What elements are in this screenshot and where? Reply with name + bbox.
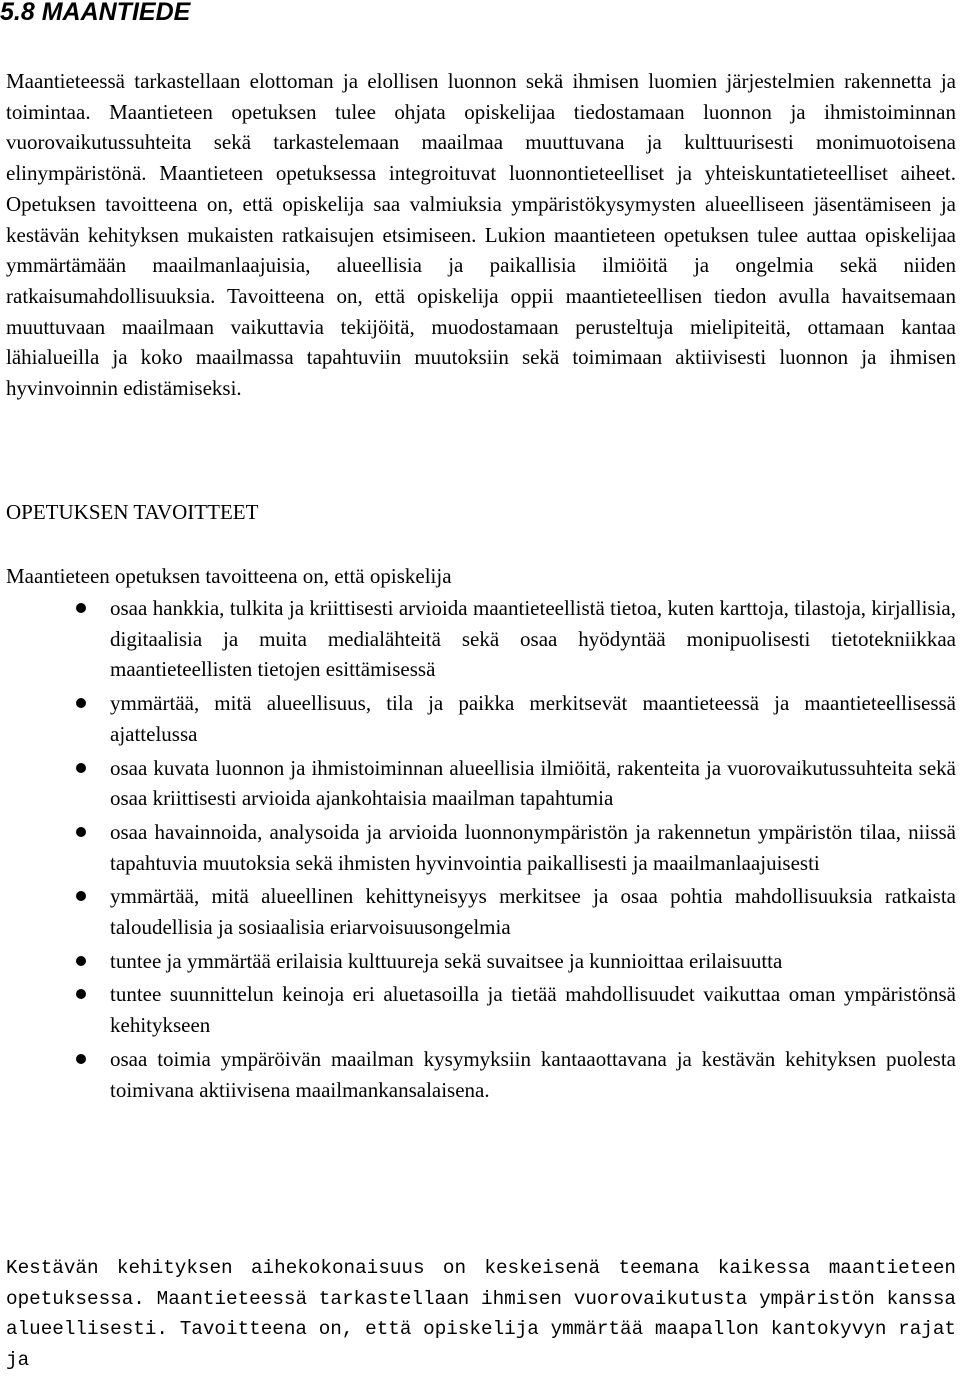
goals-list xyxy=(6,593,956,1108)
bullet-icon xyxy=(76,956,86,966)
list-item-text: osaa toimia ympäröivän maailman kysymyksiin kantaaottavana ja kestävän kehityksen puolesta toimivana aktiivisena maailmankansalaisena. xyxy=(110,1046,956,1102)
goals-heading: OPETUKSEN TAVOITTEET xyxy=(6,500,259,524)
list-item xyxy=(6,593,956,685)
list-item-text: ymmärtää, mitä alueellisuus, tila ja paikka merkitsevät maantieteessä ja maantieteellisessä ajattelussa xyxy=(110,691,956,746)
bullet-icon xyxy=(76,603,86,613)
list-item xyxy=(6,817,956,878)
bullet-icon xyxy=(76,698,86,708)
intro-paragraph: Maantieteessä tarkastellaan elottoman ja elollisen luonnon sekä ihmisen luomien järjestelmien rakennetta ja toimintaa. Maantieteen opetuksen tulee ohjata opiskelijaa tiedostamaan luonnon ja ihmistoiminnan vuorovaikutussuhteita sekä tarkastelemaan maailmaa muuttuvana ja kulttuurisesti monimuotoisena elinympäristönä. Maantieteen opetuksessa integroituvat luonnontieteelliset ja yhteiskuntatieteelliset aiheet. Opetuksen tavoitteena on, että opiskelija saa valmiuksia ympäristökysymysten alueelliseen jäsentämiseen ja kestävän kehityksen mukaisten ratkaisujen etsimiseen. Lukion maantieteen opetuksen tulee auttaa opiskelijaa ymmärtämään maailmanlaajuisia, alueellisia ja paikallisia ilmiöitä ja ongelmia sekä niiden ratkaisumahdollisuuksia. Tavoitteena on, että opiskelija oppii maantieteellisen tiedon avulla havaitsemaan muuttuvaan maailmaan vaikuttavia tekijöitä, muodostamaan perusteltuja mielipiteitä, ottamaan kantaa lähialueilla ja koko maailmassa tapahtuviin muutoksiin sekä toimimaan aktiivisesti luonnon ja ihmisen hyvinvoinnin edistämiseksi. xyxy=(6,69,956,401)
list-item xyxy=(6,979,956,1040)
list-item-text: osaa kuvata luonnon ja ihmistoiminnan alueellisia ilmiöitä, rakenteita ja vuorovaikutussuhteita sekä osaa kriittisesti arvioida ajankohtaisia maailman tapahtumia xyxy=(110,755,956,811)
list-item-text: tuntee suunnittelun keinoja eri aluetasoilla ja tietää mahdollisuudet vaikuttaa oman ympäristönsä kehitykseen xyxy=(110,982,956,1038)
list-item-text: tuntee ja ymmärtää erilaisia kulttuureja sekä suvaitsee ja kunnioittaa erilaisuutta xyxy=(110,948,783,973)
list-item xyxy=(6,1044,956,1105)
list-item xyxy=(6,881,956,942)
list-item xyxy=(6,688,956,749)
list-item-text: osaa havainnoida, analysoida ja arvioida luonnonympäristön ja rakennetun ympäristön tilaa, niissä tapahtuvia muutoksia sekä ihmisten hyvinvointia paikallisesti ja maailmanlaajuisesti xyxy=(110,819,956,875)
goals-lead: Maantieteen opetuksen tavoitteena on, että opiskelija xyxy=(6,564,452,588)
bullet-icon xyxy=(76,763,86,773)
section-title: 5.8 MAANTIEDE xyxy=(0,0,191,26)
list-item xyxy=(6,946,956,977)
bullet-icon xyxy=(76,1054,86,1064)
closing-paragraph: Kestävän kehityksen aihekokonaisuus on keskeisenä teemana kaikessa maantieteen opetuksessa. Maantieteessä tarkastellaan ihmisen vuorovaikutusta ympäristön kanssa alueellisesti. Tavoitteena on, että opiskelija ymmärtää maapallon kantokyvyn rajat ja xyxy=(6,1257,956,1372)
bullet-icon xyxy=(76,989,86,999)
list-item-text: ymmärtää, mitä alueellinen kehittyneisyys merkitsee ja osaa pohtia mahdollisuuksia ratkaista taloudellisia ja sosiaalisia eriarvoisuusongelmia xyxy=(110,884,956,940)
bullet-icon xyxy=(76,827,86,837)
bullet-icon xyxy=(76,891,86,901)
list-item-text: osaa hankkia, tulkita ja kriittisesti arvioida maantieteellistä tietoa, kuten karttoja, tilastoja, kirjallisia, digitaalisia ja muita medialähteitä sekä osaa hyödyntää monipuolisesti tietotekniikkaa maantieteellisten tietojen esittämisessä xyxy=(110,596,956,682)
list-item xyxy=(6,753,956,814)
